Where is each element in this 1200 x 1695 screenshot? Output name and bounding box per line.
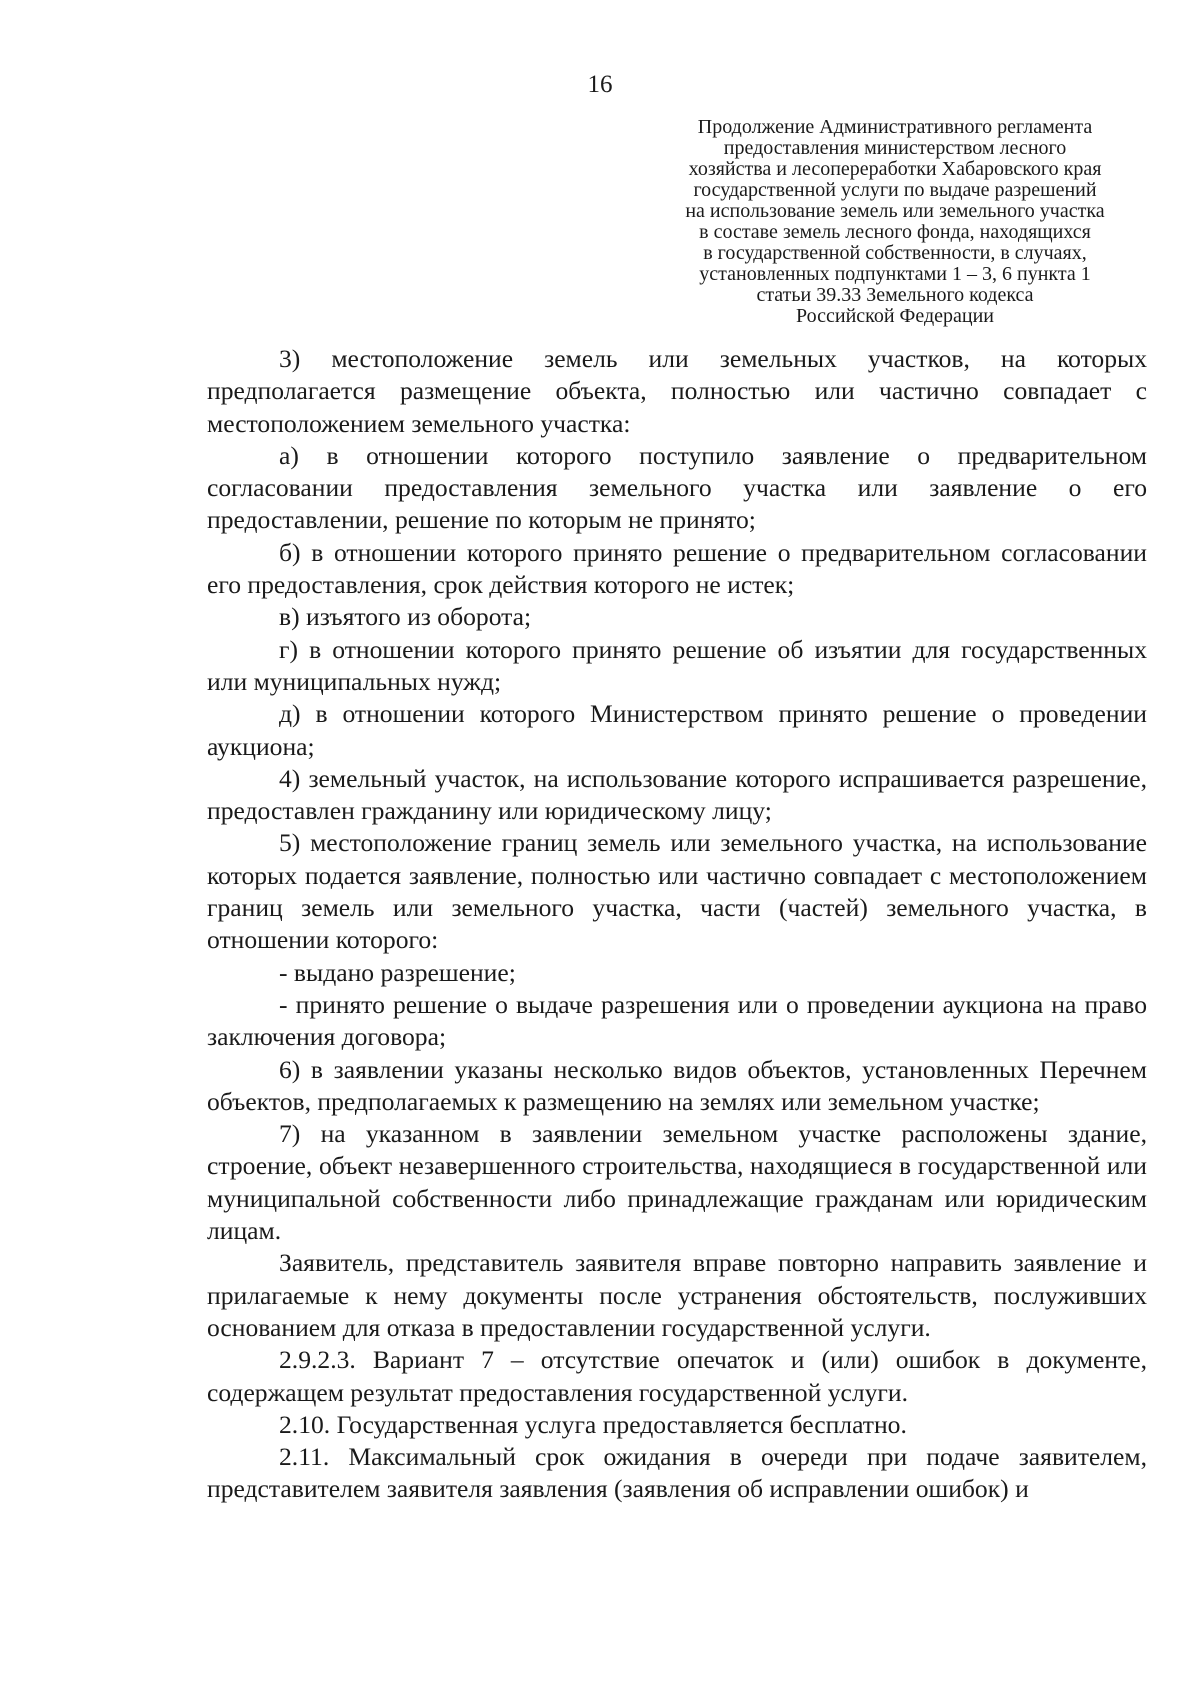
header-line: предоставления министерством лесного	[723, 137, 1067, 159]
header-line: в составе земель лесного фонда, находящихся	[699, 221, 1091, 243]
paragraph-item-5: 5) местоположение границ земель или земельного участка, на использование которых подается заявление, полностью или частично совпадает с местоположением границ земель или земельного участка, части (частей) земельного участка, в отношении которого:	[207, 828, 1147, 955]
paragraph-item-4: 4) земельный участок, на использование которого испрашивается разрешение, предоставлен гражданину или юридическому лицу;	[207, 763, 1147, 826]
header-line: в государственной собственности, в случаях,	[703, 242, 1087, 264]
paragraph-subitem-a: а) в отношении которого поступило заявление о предварительном согласовании предоставления земельного участка или заявление о его предоставлении, решение по которым не принято;	[207, 440, 1147, 535]
paragraph-subitem-d: д) в отношении которого Министерством принято решение о проведении аукциона;	[207, 699, 1147, 761]
paragraph-item-3: 3) местоположение земель или земельных участков, на которых предполагается размещение объекта, полностью или частично совпадает с местоположением земельного участка:	[207, 344, 1147, 438]
header-line: установленных подпунктами 1 – 3, 6 пункта 1	[699, 263, 1091, 285]
paragraph-item-6: 6) в заявлении указаны несколько видов объектов, установленных Перечнем объектов, предполагаемых к размещению на землях или земельном участке;	[207, 1054, 1147, 1116]
paragraph-dash-item: - выдано разрешение;	[279, 957, 516, 987]
paragraph-2-11: 2.11. Максимальный срок ожидания в очереди при подаче заявителем, представителем заявителя заявления (заявления об исправлении ошибок) и	[207, 1442, 1147, 1504]
paragraph-item-7: 7) на указанном в заявлении земельном участке расположены здание, строение, объект незавершенного строительства, находящиеся в государственной или муниципальной собственности либо принадлежащие гражданам или юридическим лицам.	[207, 1119, 1147, 1246]
header-line: на использование земель или земельного участка	[685, 200, 1105, 222]
paragraph-subitem-g: г) в отношении которого принято решение об изъятии для государственных или муниципальных нужд;	[207, 634, 1147, 696]
header-line: хозяйства и лесопереработки Хабаровского края	[688, 158, 1102, 180]
paragraph-2-9-2-3: 2.9.2.3. Вариант 7 – отсутствие опечаток и (или) ошибок в документе, содержащем результат предоставления государственной услуги.	[207, 1345, 1147, 1407]
document-body	[207, 343, 1147, 1506]
paragraph-resubmission: Заявитель, представитель заявителя вправе повторно направить заявление и прилагаемые к нему документы после устранения обстоятельств, послуживших основанием для отказа в предоставлении государственной услуги.	[207, 1248, 1147, 1342]
page-number: 16	[587, 71, 613, 98]
paragraph-dash-item: - принято решение о выдаче разрешения или о проведении аукциона на право заключения договора;	[207, 989, 1147, 1052]
header-line: статьи 39.33 Земельного кодекса	[756, 284, 1034, 306]
paragraph-subitem-v: в) изъятого из оборота;	[279, 602, 532, 632]
paragraph-subitem-b: б) в отношении которого принято решение о предварительном согласовании его предоставления, срок действия которого не истек;	[207, 537, 1147, 600]
paragraph-2-10: 2.10. Государственная услуга предоставляется бесплатно.	[279, 1409, 907, 1439]
header-line: Российской Федерации	[795, 305, 995, 327]
document-header	[640, 117, 1150, 327]
header-line: Продолжение Административного регламента	[697, 116, 1093, 138]
header-line: государственной услуги по выдаче разрешений	[693, 179, 1097, 201]
